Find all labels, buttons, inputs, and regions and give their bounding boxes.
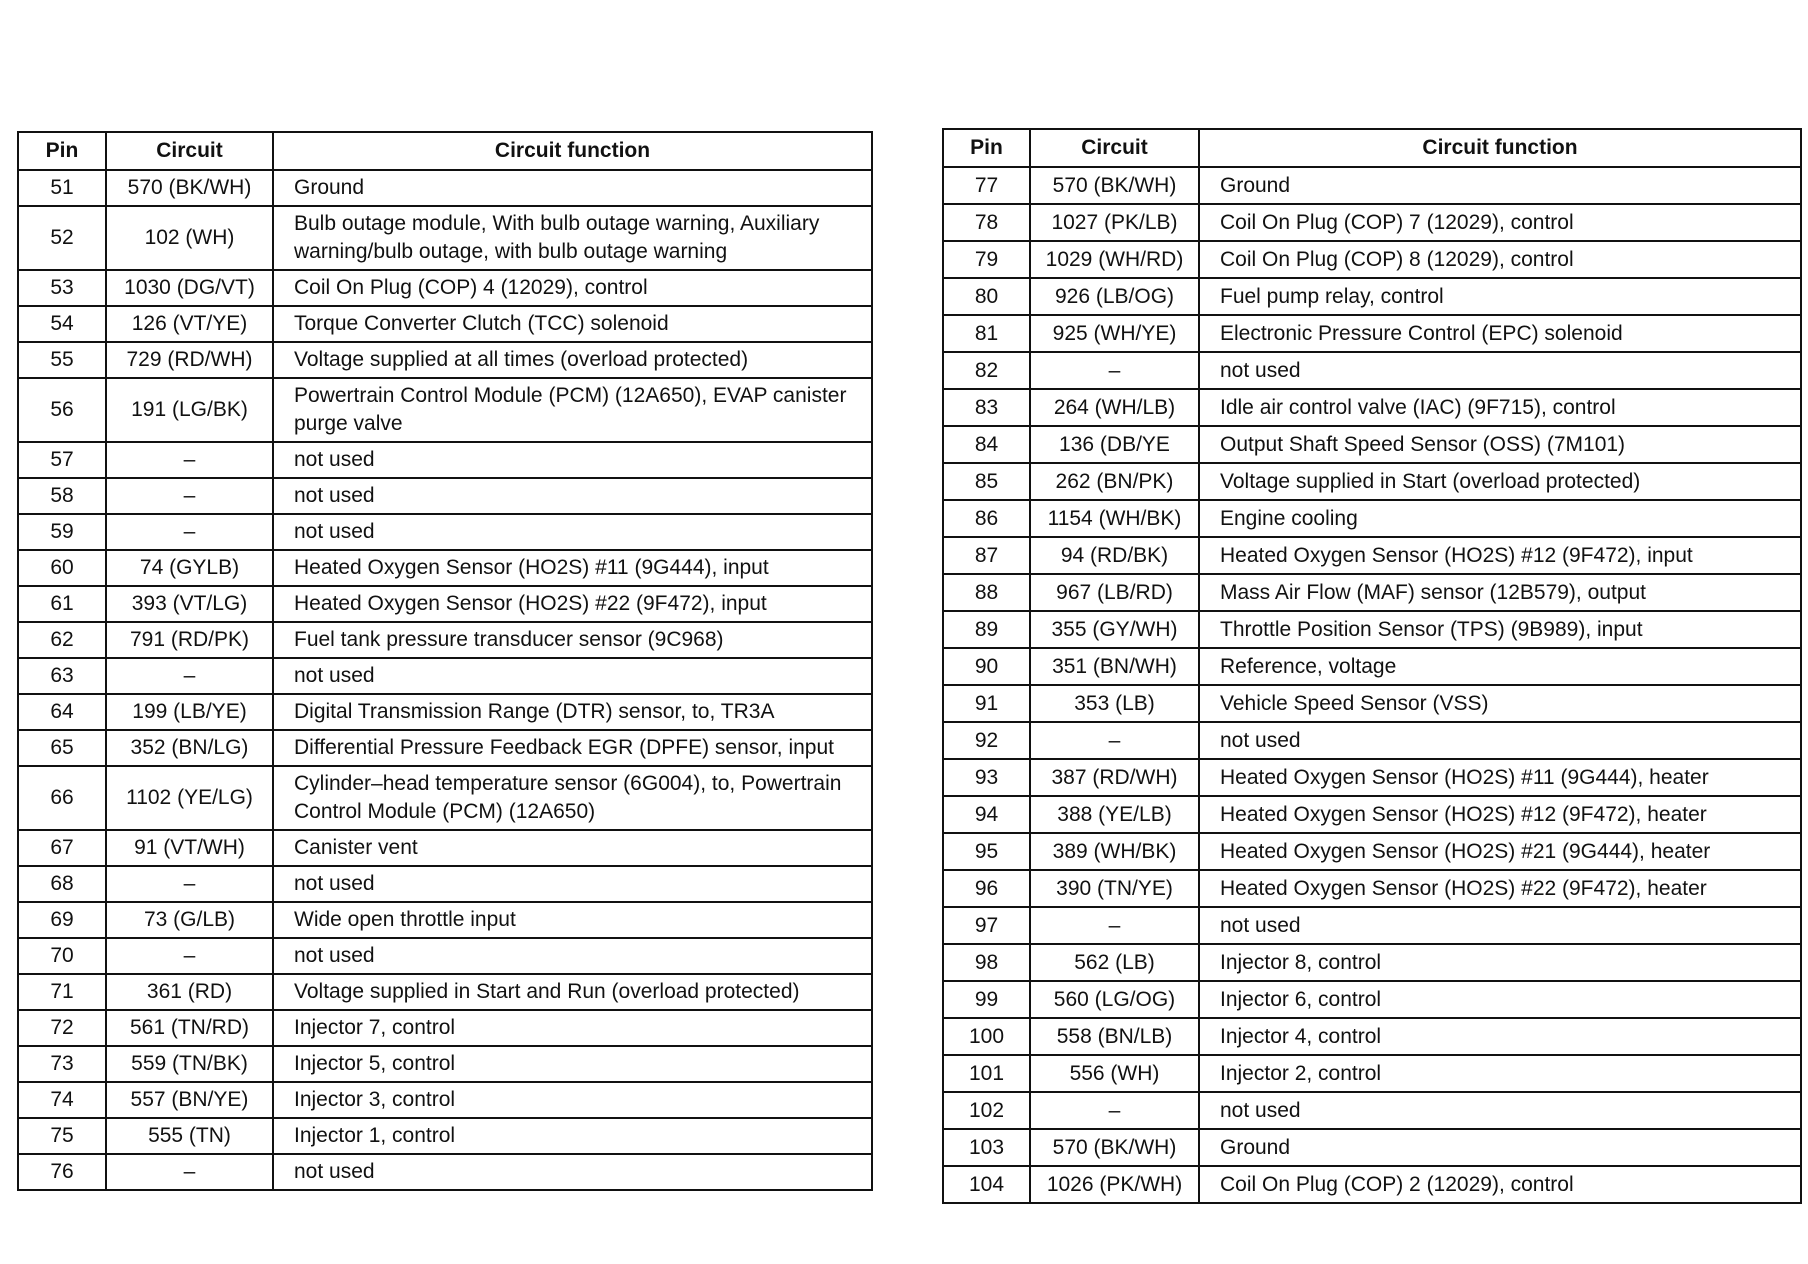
pin-cell: 88 <box>943 574 1030 611</box>
circuit-cell: 570 (BK/WH) <box>106 170 273 206</box>
table-row <box>18 514 872 550</box>
pin-cell: 103 <box>943 1129 1030 1166</box>
circuit-cell: – <box>106 514 273 550</box>
circuit-cell: 555 (TN) <box>106 1118 273 1154</box>
circuit-cell: 791 (RD/PK) <box>106 622 273 658</box>
table-row <box>943 1055 1801 1092</box>
table-row <box>18 306 872 342</box>
circuit-function-cell: not used <box>273 658 872 694</box>
circuit-cell: – <box>1030 352 1199 389</box>
circuit-cell: 351 (BN/WH) <box>1030 648 1199 685</box>
table-row <box>943 537 1801 574</box>
pin-cell: 90 <box>943 648 1030 685</box>
pin-cell: 85 <box>943 463 1030 500</box>
pin-cell: 55 <box>18 342 106 378</box>
table-row <box>943 463 1801 500</box>
circuit-function-cell: Wide open throttle input <box>273 902 872 938</box>
circuit-cell: – <box>106 866 273 902</box>
circuit-function-cell: Injector 5, control <box>273 1046 872 1082</box>
pin-cell: 74 <box>18 1082 106 1118</box>
circuit-cell: 1102 (YE/LG) <box>106 766 273 830</box>
circuit-function-cell: not used <box>273 1154 872 1190</box>
pin-cell: 52 <box>18 206 106 270</box>
circuit-cell: – <box>106 938 273 974</box>
pin-table-right-body <box>943 167 1801 1203</box>
pin-cell: 77 <box>943 167 1030 204</box>
circuit-function-cell: Fuel tank pressure transducer sensor (9C968) <box>273 622 872 658</box>
pin-cell: 101 <box>943 1055 1030 1092</box>
table-row <box>18 1154 872 1190</box>
circuit-function-cell: Mass Air Flow (MAF) sensor (12B579), output <box>1199 574 1801 611</box>
table-row <box>18 586 872 622</box>
pin-cell: 67 <box>18 830 106 866</box>
table-row <box>943 907 1801 944</box>
circuit-cell: – <box>1030 722 1199 759</box>
circuit-function-cell: Injector 2, control <box>1199 1055 1801 1092</box>
circuit-function-cell: Ground <box>1199 167 1801 204</box>
pin-cell: 95 <box>943 833 1030 870</box>
circuit-function-cell: Canister vent <box>273 830 872 866</box>
circuit-cell: 136 (DB/YE <box>1030 426 1199 463</box>
table-row <box>18 1010 872 1046</box>
pin-cell: 65 <box>18 730 106 766</box>
circuit-function-cell: Injector 4, control <box>1199 1018 1801 1055</box>
circuit-function-cell: Injector 6, control <box>1199 981 1801 1018</box>
pin-cell: 75 <box>18 1118 106 1154</box>
table-row <box>18 766 872 830</box>
circuit-cell: 926 (LB/OG) <box>1030 278 1199 315</box>
table-row <box>18 658 872 694</box>
pin-cell: 60 <box>18 550 106 586</box>
table-row <box>943 278 1801 315</box>
circuit-cell: 361 (RD) <box>106 974 273 1010</box>
circuit-function-cell: Heated Oxygen Sensor (HO2S) #22 (9F472), input <box>273 586 872 622</box>
circuit-function-cell: Ground <box>1199 1129 1801 1166</box>
circuit-function-cell: Electronic Pressure Control (EPC) solenoid <box>1199 315 1801 352</box>
table-row <box>18 622 872 658</box>
table-row <box>943 241 1801 278</box>
circuit-function-cell: Differential Pressure Feedback EGR (DPFE) sensor, input <box>273 730 872 766</box>
table-row <box>943 611 1801 648</box>
circuit-cell: 559 (TN/BK) <box>106 1046 273 1082</box>
table-row <box>18 1118 872 1154</box>
pin-cell: 78 <box>943 204 1030 241</box>
pin-cell: 84 <box>943 426 1030 463</box>
table-row <box>943 1166 1801 1203</box>
circuit-function-cell: Injector 3, control <box>273 1082 872 1118</box>
table-row <box>18 478 872 514</box>
circuit-cell: – <box>106 478 273 514</box>
pin-cell: 57 <box>18 442 106 478</box>
circuit-cell: 73 (G/LB) <box>106 902 273 938</box>
circuit-function-cell: Heated Oxygen Sensor (HO2S) #21 (9G444), heater <box>1199 833 1801 870</box>
pin-cell: 56 <box>18 378 106 442</box>
pin-cell: 83 <box>943 389 1030 426</box>
circuit-function-cell: Throttle Position Sensor (TPS) (9B989), input <box>1199 611 1801 648</box>
table-row <box>18 270 872 306</box>
pin-table-left <box>17 131 873 1191</box>
circuit-function-cell: Heated Oxygen Sensor (HO2S) #12 (9F472), heater <box>1199 796 1801 833</box>
circuit-cell: – <box>1030 1092 1199 1129</box>
pin-cell: 91 <box>943 685 1030 722</box>
pin-cell: 51 <box>18 170 106 206</box>
circuit-cell: 570 (BK/WH) <box>1030 167 1199 204</box>
circuit-cell: 393 (VT/LG) <box>106 586 273 622</box>
circuit-cell: 352 (BN/LG) <box>106 730 273 766</box>
circuit-function-cell: Heated Oxygen Sensor (HO2S) #11 (9G444), heater <box>1199 759 1801 796</box>
circuit-function-cell: Ground <box>273 170 872 206</box>
table-row <box>943 426 1801 463</box>
circuit-function-cell: Voltage supplied in Start and Run (overload protected) <box>273 974 872 1010</box>
pin-cell: 53 <box>18 270 106 306</box>
table-row <box>943 833 1801 870</box>
circuit-function-cell: Coil On Plug (COP) 2 (12029), control <box>1199 1166 1801 1203</box>
circuit-function-column-header: Circuit function <box>273 132 872 170</box>
circuit-cell: 557 (BN/YE) <box>106 1082 273 1118</box>
table-row <box>18 1082 872 1118</box>
circuit-function-cell: not used <box>1199 722 1801 759</box>
circuit-function-cell: not used <box>273 478 872 514</box>
circuit-function-cell: not used <box>1199 907 1801 944</box>
table-row <box>18 442 872 478</box>
circuit-function-cell: Bulb outage module, With bulb outage warning, Auxiliary warning/bulb outage, with bulb outage warning <box>273 206 872 270</box>
pin-cell: 81 <box>943 315 1030 352</box>
table-row <box>943 1018 1801 1055</box>
circuit-function-cell: not used <box>273 514 872 550</box>
circuit-function-cell: Cylinder–head temperature sensor (6G004), to, Powertrain Control Module (PCM) (12A650) <box>273 766 872 830</box>
circuit-function-cell: Engine cooling <box>1199 500 1801 537</box>
pin-cell: 62 <box>18 622 106 658</box>
pin-cell: 96 <box>943 870 1030 907</box>
pin-cell: 69 <box>18 902 106 938</box>
pin-cell: 100 <box>943 1018 1030 1055</box>
circuit-cell: 387 (RD/WH) <box>1030 759 1199 796</box>
circuit-function-cell: Vehicle Speed Sensor (VSS) <box>1199 685 1801 722</box>
table-row <box>18 730 872 766</box>
circuit-cell: 74 (GYLB) <box>106 550 273 586</box>
circuit-cell: 355 (GY/WH) <box>1030 611 1199 648</box>
pin-column-header: Pin <box>18 132 106 170</box>
circuit-column-header: Circuit <box>1030 129 1199 167</box>
pin-cell: 71 <box>18 974 106 1010</box>
circuit-cell: 199 (LB/YE) <box>106 694 273 730</box>
pin-cell: 63 <box>18 658 106 694</box>
circuit-cell: 560 (LG/OG) <box>1030 981 1199 1018</box>
table-row <box>943 648 1801 685</box>
circuit-function-cell: not used <box>273 442 872 478</box>
table-row <box>18 938 872 974</box>
circuit-cell: – <box>106 1154 273 1190</box>
table-row <box>943 1092 1801 1129</box>
circuit-function-cell: not used <box>1199 352 1801 389</box>
pin-cell: 61 <box>18 586 106 622</box>
table-row <box>18 206 872 270</box>
circuit-cell: 91 (VT/WH) <box>106 830 273 866</box>
circuit-cell: 561 (TN/RD) <box>106 1010 273 1046</box>
circuit-function-cell: Torque Converter Clutch (TCC) solenoid <box>273 306 872 342</box>
circuit-cell: 1029 (WH/RD) <box>1030 241 1199 278</box>
pin-cell: 73 <box>18 1046 106 1082</box>
pin-cell: 79 <box>943 241 1030 278</box>
circuit-cell: – <box>106 658 273 694</box>
pin-cell: 87 <box>943 537 1030 574</box>
pin-cell: 70 <box>18 938 106 974</box>
table-row <box>18 378 872 442</box>
table-row <box>943 981 1801 1018</box>
table-row <box>943 796 1801 833</box>
pin-cell: 54 <box>18 306 106 342</box>
circuit-function-cell: Voltage supplied in Start (overload protected) <box>1199 463 1801 500</box>
table-row <box>943 944 1801 981</box>
circuit-cell: – <box>1030 907 1199 944</box>
circuit-cell: 388 (YE/LB) <box>1030 796 1199 833</box>
table-row <box>943 574 1801 611</box>
pin-cell: 72 <box>18 1010 106 1046</box>
table-row <box>943 500 1801 537</box>
circuit-cell: 390 (TN/YE) <box>1030 870 1199 907</box>
circuit-cell: 562 (LB) <box>1030 944 1199 981</box>
pin-cell: 102 <box>943 1092 1030 1129</box>
circuit-cell: 94 (RD/BK) <box>1030 537 1199 574</box>
circuit-cell: 102 (WH) <box>106 206 273 270</box>
table-row <box>18 902 872 938</box>
pin-cell: 98 <box>943 944 1030 981</box>
pin-cell: 76 <box>18 1154 106 1190</box>
pin-cell: 68 <box>18 866 106 902</box>
table-row <box>18 830 872 866</box>
circuit-function-cell: Coil On Plug (COP) 7 (12029), control <box>1199 204 1801 241</box>
circuit-function-cell: Injector 8, control <box>1199 944 1801 981</box>
circuit-cell: 1026 (PK/WH) <box>1030 1166 1199 1203</box>
circuit-function-cell: Output Shaft Speed Sensor (OSS) (7M101) <box>1199 426 1801 463</box>
circuit-cell: 1154 (WH/BK) <box>1030 500 1199 537</box>
circuit-cell: 967 (LB/RD) <box>1030 574 1199 611</box>
circuit-function-cell: Idle air control valve (IAC) (9F715), control <box>1199 389 1801 426</box>
table-row <box>943 759 1801 796</box>
circuit-function-cell: Coil On Plug (COP) 4 (12029), control <box>273 270 872 306</box>
circuit-function-cell: Coil On Plug (COP) 8 (12029), control <box>1199 241 1801 278</box>
circuit-function-column-header: Circuit function <box>1199 129 1801 167</box>
table-row <box>943 685 1801 722</box>
circuit-cell: 353 (LB) <box>1030 685 1199 722</box>
pin-column-header: Pin <box>943 129 1030 167</box>
table-row <box>943 167 1801 204</box>
table-row <box>18 170 872 206</box>
pin-cell: 82 <box>943 352 1030 389</box>
circuit-cell: 556 (WH) <box>1030 1055 1199 1092</box>
table-row <box>943 389 1801 426</box>
pin-table-right <box>942 128 1802 1204</box>
circuit-cell: 570 (BK/WH) <box>1030 1129 1199 1166</box>
pin-cell: 94 <box>943 796 1030 833</box>
pin-cell: 99 <box>943 981 1030 1018</box>
table-row <box>943 315 1801 352</box>
pin-cell: 97 <box>943 907 1030 944</box>
table-header-row <box>18 132 872 170</box>
circuit-function-cell: Fuel pump relay, control <box>1199 278 1801 315</box>
circuit-function-cell: Powertrain Control Module (PCM) (12A650), EVAP canister purge valve <box>273 378 872 442</box>
circuit-function-cell: Digital Transmission Range (DTR) sensor, to, TR3A <box>273 694 872 730</box>
pin-cell: 89 <box>943 611 1030 648</box>
circuit-function-cell: not used <box>273 938 872 974</box>
table-row <box>18 550 872 586</box>
table-row <box>18 974 872 1010</box>
circuit-function-cell: Heated Oxygen Sensor (HO2S) #11 (9G444), input <box>273 550 872 586</box>
table-row <box>943 722 1801 759</box>
table-header-row <box>943 129 1801 167</box>
circuit-function-cell: Injector 1, control <box>273 1118 872 1154</box>
pin-cell: 64 <box>18 694 106 730</box>
table-row <box>18 342 872 378</box>
pin-cell: 104 <box>943 1166 1030 1203</box>
circuit-column-header: Circuit <box>106 132 273 170</box>
pin-cell: 66 <box>18 766 106 830</box>
circuit-function-cell: not used <box>1199 1092 1801 1129</box>
circuit-cell: 191 (LG/BK) <box>106 378 273 442</box>
table-row <box>943 1129 1801 1166</box>
circuit-cell: 1027 (PK/LB) <box>1030 204 1199 241</box>
pin-cell: 86 <box>943 500 1030 537</box>
circuit-cell: 558 (BN/LB) <box>1030 1018 1199 1055</box>
circuit-function-cell: Heated Oxygen Sensor (HO2S) #12 (9F472), input <box>1199 537 1801 574</box>
circuit-function-cell: Reference, voltage <box>1199 648 1801 685</box>
circuit-cell: – <box>106 442 273 478</box>
circuit-cell: 264 (WH/LB) <box>1030 389 1199 426</box>
table-row <box>18 1046 872 1082</box>
circuit-cell: 925 (WH/YE) <box>1030 315 1199 352</box>
circuit-function-cell: not used <box>273 866 872 902</box>
circuit-function-cell: Voltage supplied at all times (overload protected) <box>273 342 872 378</box>
pin-table-left-body <box>18 170 872 1190</box>
table-row <box>943 204 1801 241</box>
circuit-function-cell: Heated Oxygen Sensor (HO2S) #22 (9F472), heater <box>1199 870 1801 907</box>
table-row <box>943 870 1801 907</box>
pin-cell: 92 <box>943 722 1030 759</box>
pin-cell: 58 <box>18 478 106 514</box>
circuit-cell: 1030 (DG/VT) <box>106 270 273 306</box>
table-row <box>943 352 1801 389</box>
table-row <box>18 694 872 730</box>
pin-cell: 80 <box>943 278 1030 315</box>
circuit-cell: 729 (RD/WH) <box>106 342 273 378</box>
circuit-cell: 262 (BN/PK) <box>1030 463 1199 500</box>
pin-cell: 59 <box>18 514 106 550</box>
circuit-cell: 126 (VT/YE) <box>106 306 273 342</box>
circuit-function-cell: Injector 7, control <box>273 1010 872 1046</box>
pin-cell: 93 <box>943 759 1030 796</box>
circuit-cell: 389 (WH/BK) <box>1030 833 1199 870</box>
table-row <box>18 866 872 902</box>
